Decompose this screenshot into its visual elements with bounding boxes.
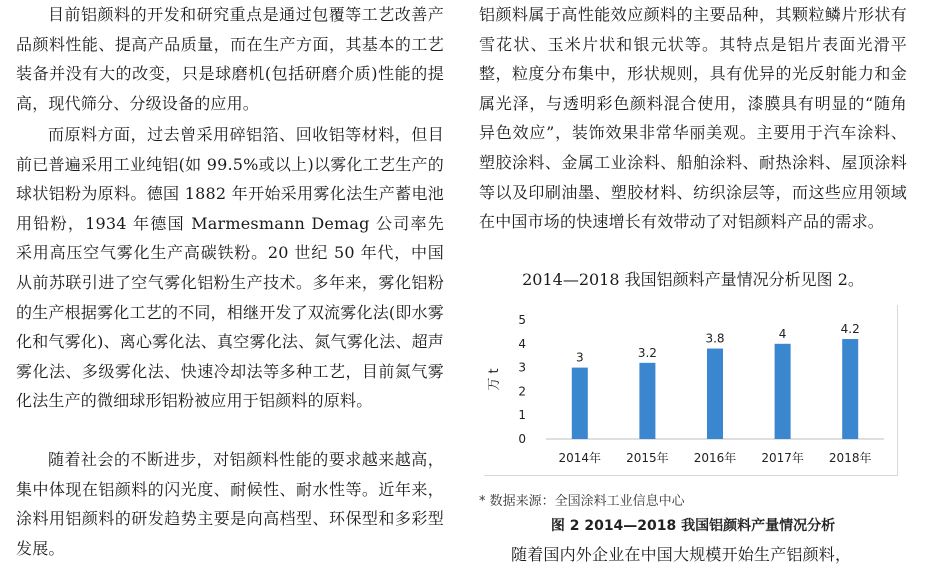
data-label: 3 <box>575 350 584 365</box>
bar-chart <box>484 305 898 476</box>
y-tick-label: 0 <box>518 432 526 446</box>
bar <box>707 349 723 439</box>
paragraph: 铝颜料属于高性能效应颜料的主要品种，其颗粒鳞片形状有雪花状、玉米片状和银元状等。其特点是铝片表面光滑平整，粒度分布集中，形状规则，具有优异的光反射能力和金属光泽，与透明彩色颜料混合使用，漆膜具有明显的“随角异色效应”，装饰效果非常华丽美观。主要用于汽车涂料、塑胶涂料、金属工业涂料、船舶涂料、耐热涂料、屋顶涂料等以及印刷油墨、塑胶材料、纺织涂层等，而这些应用领域在中国市场的快速增长有效带动了对铝颜料产品的需求。 <box>479 5 907 232</box>
x-tick-label: 2015年 <box>626 451 669 465</box>
y-tick-label: 3 <box>518 360 526 375</box>
paragraph: 目前铝颜料的开发和研究重点是通过包覆等工艺改善产品颜料性能、提高产品质量，而在生产方面，其基本的工艺装备并没有大的改变，只是球磨机(包括研磨介质)性能的提高，现代筛分、分级设备的应用。 <box>16 5 444 113</box>
y-tick-label: 1 <box>518 408 526 423</box>
bar <box>842 339 858 439</box>
bar <box>572 368 588 439</box>
x-tick-label: 2018年 <box>828 451 872 465</box>
paragraph: 随着国内外企业在中国大规模开始生产铝颜料， <box>511 545 852 564</box>
data-label: 4.2 <box>840 322 860 337</box>
x-tick-label: 2017年 <box>761 451 804 465</box>
bar <box>639 363 655 439</box>
y-tick-label: 4 <box>518 336 526 351</box>
y-axis-label: 万 t <box>487 368 502 391</box>
source-note: * 数据来源：全国涂料工业信息中心 <box>479 494 685 509</box>
data-label: 3.2 <box>637 345 657 360</box>
bar <box>775 344 791 439</box>
data-label: 3.8 <box>705 331 725 346</box>
x-tick-label: 2014年 <box>558 451 602 465</box>
x-tick-label: 2016年 <box>693 451 737 465</box>
paragraph: 而原料方面，过去曾采用碎铝箔、回收铝等材料，但目前已普遍采用工业纯铝(如 99.5%或以上)以雾化工艺生产的球状铝粉为原料。德国 1882 年开始采用雾化法生产蓄电池用铅粉，1934 年德国 Marmesmann Demag 公司率先采用高压空气雾化生产高碳铁粉。20 世纪 50 年代，中国从前苏联引进了空气雾化铝粉生产技术。多年来，雾化铝粉的生产根据雾化工艺的不同，相继开发了双流雾化法(即水雾化和气雾化)、离心雾化法、真空雾化法、氮气雾化法、超声雾化法、多级雾化法、快速冷却法等多种工艺，目前氮气雾化法生产的微细球形铝粉被应用于铝颜料的原料。 <box>16 125 444 411</box>
chart-svg <box>484 305 897 475</box>
y-tick-label: 2 <box>518 384 526 399</box>
paragraph: 随着社会的不断进步，对铝颜料性能的要求越来越高，集中体现在铝颜料的闪光度、耐候性、耐水性等。近年来，涂料用铝颜料的研发趋势主要是向高档型、环保型和多彩型发展。 <box>16 450 444 558</box>
y-tick-label: 5 <box>518 313 526 327</box>
figure-reference: 2014—2018 我国铝颜料产量情况分析见图 2。 <box>522 270 864 289</box>
figure-caption: 图 2 2014—2018 我国铝颜料产量情况分析 <box>550 518 836 534</box>
data-label: 4 <box>778 326 787 341</box>
